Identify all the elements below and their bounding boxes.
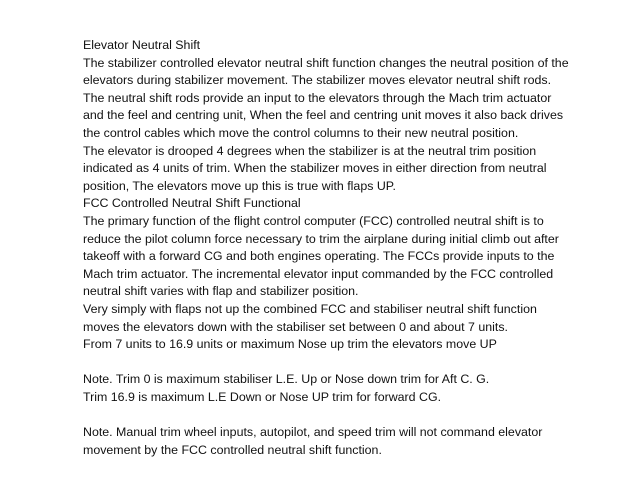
paragraph-line: moves the elevators down with the stabiliser set between 0 and about 7 units. <box>83 319 508 334</box>
paragraph-line: The neutral shift rods provide an input to the elevators through the Mach trim actuator <box>83 90 552 105</box>
paragraph-line: From 7 units to 16.9 units or maximum Nose up trim the elevators move UP <box>83 337 497 352</box>
paragraph-line: The primary function of the flight control computer (FCC) controlled neutral shift is to <box>83 213 544 228</box>
note-line: Note. Manual trim wheel inputs, autopilot, and speed trim will not command elevator <box>83 425 543 440</box>
section-heading: FCC Controlled Neutral Shift Functional <box>83 196 301 211</box>
paragraph-line: and the feel and centring unit, When the feel and centring unit moves it also back drives <box>83 108 564 123</box>
note-line: Note. Trim 0 is maximum stabiliser L.E. Up or Nose down trim for Aft C. G. <box>83 372 490 387</box>
paragraph-line: The stabilizer controlled elevator neutral shift function changes the neutral position of the <box>83 55 569 70</box>
paragraph-line: Very simply with flaps not up the combined FCC and stabiliser neutral shift function <box>83 301 537 316</box>
paragraph-line: elevators during stabilizer movement. The stabilizer moves elevator neutral shift rods. <box>83 73 552 88</box>
blank-line <box>83 354 633 372</box>
paragraph-line: position, The elevators move up this is true with flaps UP. <box>83 178 396 193</box>
paragraph-line: Mach trim actuator. The incremental elevator input commanded by the FCC controlled <box>83 266 554 281</box>
paragraph-line: takeoff with a forward CG and both engines operating. The FCCs provide inputs to the <box>83 249 555 264</box>
note-line: movement by the FCC controlled neutral shift function. <box>83 442 382 457</box>
paragraph-line: reduce the pilot column force necessary to trim the airplane during initial climb out after <box>83 231 559 246</box>
paragraph-line: the control cables which move the control columns to their new neutral position. <box>83 125 519 140</box>
note-line: Trim 16.9 is maximum L.E Down or Nose UP trim for forward CG. <box>83 389 442 404</box>
paragraph-line: neutral shift varies with flap and stabilizer position. <box>83 284 359 299</box>
paragraph-line: The elevator is drooped 4 degrees when the stabilizer is at the neutral trim position <box>83 143 537 158</box>
section-heading: Elevator Neutral Shift <box>83 38 201 52</box>
blank-line <box>83 406 633 424</box>
document-text <box>83 37 633 459</box>
paragraph-line: indicated as 4 units of trim. When the stabilizer moves in either direction from neutral <box>83 161 547 176</box>
